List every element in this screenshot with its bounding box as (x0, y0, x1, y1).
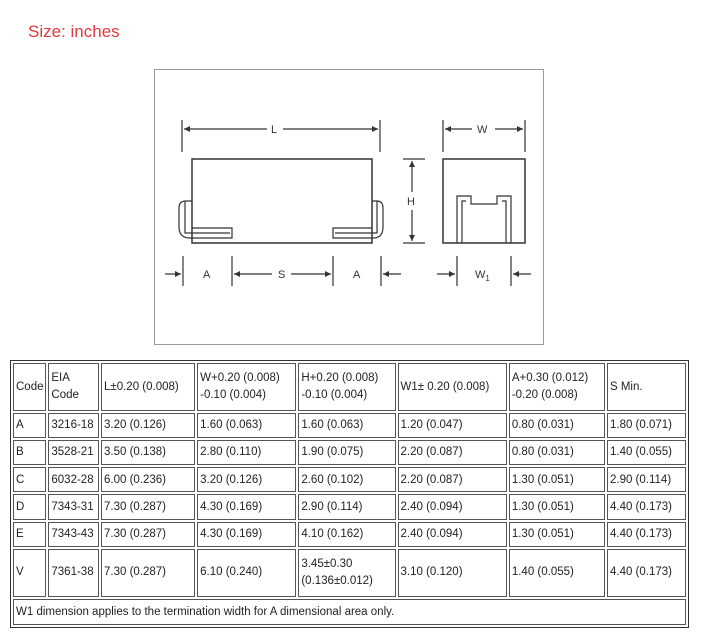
package-dimension-drawing (154, 69, 544, 345)
header-w: W+0.20 (0.008) -0.10 (0.004) (197, 363, 296, 411)
cell-code: C (13, 467, 46, 492)
end-view-terminal-inner-left (462, 201, 466, 243)
cell-eia: 3528-21 (48, 440, 99, 465)
cell-h: 1.60 (0.063) (298, 413, 395, 438)
note-row (13, 599, 686, 625)
header-h: H+0.20 (0.008) -0.10 (0.004) (298, 363, 395, 411)
header-l: L±0.20 (0.008) (101, 363, 195, 411)
cell-eia: 7361-38 (48, 549, 99, 597)
cell-w1: 2.40 (0.094) (398, 522, 507, 547)
cell-code: D (13, 494, 46, 519)
cell-a: 1.30 (0.051) (509, 467, 605, 492)
cell-w: 4.30 (0.169) (197, 522, 296, 547)
cell-w: 3.20 (0.126) (197, 467, 296, 492)
end-view-terminal-inner-right (502, 201, 506, 243)
table-row (13, 549, 686, 597)
cell-eia: 7343-31 (48, 494, 99, 519)
cell-a: 0.80 (0.031) (509, 440, 605, 465)
cell-code: E (13, 522, 46, 547)
header-eia-code: EIA Code (48, 363, 99, 411)
cell-w1: 2.20 (0.087) (398, 467, 507, 492)
cell-h: 1.90 (0.075) (298, 440, 395, 465)
cell-a: 1.30 (0.051) (509, 522, 605, 547)
table-row (13, 467, 686, 492)
table-row (13, 413, 686, 438)
cell-s: 2.90 (0.114) (607, 467, 686, 492)
cell-l: 3.50 (0.138) (101, 440, 195, 465)
cell-h: 2.60 (0.102) (298, 467, 395, 492)
cell-s: 4.40 (0.173) (607, 494, 686, 519)
cell-code: A (13, 413, 46, 438)
cell-h: 3.45±0.30 (0.136±0.012) (298, 549, 395, 597)
label-h: H (407, 196, 415, 208)
cell-l: 7.30 (0.287) (101, 549, 195, 597)
cell-eia: 7343-43 (48, 522, 99, 547)
cell-h: 2.90 (0.114) (298, 494, 395, 519)
cell-w: 4.30 (0.169) (197, 494, 296, 519)
capacitor-body (192, 159, 372, 243)
cell-w: 1.60 (0.063) (197, 413, 296, 438)
cell-w: 6.10 (0.240) (197, 549, 296, 597)
label-s: S (278, 269, 286, 281)
label-l: L (271, 124, 278, 136)
cell-w: 2.80 (0.110) (197, 440, 296, 465)
cell-w1: 3.10 (0.120) (398, 549, 507, 597)
cell-l: 7.30 (0.287) (101, 494, 195, 519)
end-view-body (443, 159, 525, 243)
cell-s: 4.40 (0.173) (607, 522, 686, 547)
cell-eia: 3216-18 (48, 413, 99, 438)
cell-a: 1.40 (0.055) (509, 549, 605, 597)
label-a-left: A (203, 269, 211, 281)
header-code: Code (13, 363, 46, 411)
cell-s: 1.40 (0.055) (607, 440, 686, 465)
cell-s: 1.80 (0.071) (607, 413, 686, 438)
cell-w1: 1.20 (0.047) (398, 413, 507, 438)
cell-l: 6.00 (0.236) (101, 467, 195, 492)
table-row (13, 522, 686, 547)
header-w1: W1± 0.20 (0.008) (398, 363, 507, 411)
cell-code: V (13, 549, 46, 597)
end-view-terminal (457, 196, 511, 243)
header-row (13, 363, 686, 411)
table-note: W1 dimension applies to the termination width for A dimensional area only. (13, 599, 686, 625)
header-s: S Min. (607, 363, 686, 411)
label-w1: $W_1$ (475, 269, 490, 283)
header-a: A+0.30 (0.012) -0.20 (0.008) (509, 363, 605, 411)
cell-a: 0.80 (0.031) (509, 413, 605, 438)
table-row (13, 440, 686, 465)
cell-eia: 6032-28 (48, 467, 99, 492)
dimension-table-frame (10, 360, 689, 628)
table-row (13, 494, 686, 519)
cell-l: 3.20 (0.126) (101, 413, 195, 438)
cell-code: B (13, 440, 46, 465)
cell-h: 4.10 (0.162) (298, 522, 395, 547)
package-dimension-svg (155, 70, 545, 346)
cell-w1: 2.20 (0.087) (398, 440, 507, 465)
cell-l: 7.30 (0.287) (101, 522, 195, 547)
cell-a: 1.30 (0.051) (509, 494, 605, 519)
label-w: W (477, 124, 488, 136)
page-title: Size: inches (28, 22, 120, 41)
label-a-right: A (353, 269, 361, 281)
cell-s: 4.40 (0.173) (607, 549, 686, 597)
dimension-table (11, 361, 688, 627)
cell-w1: 2.40 (0.094) (398, 494, 507, 519)
